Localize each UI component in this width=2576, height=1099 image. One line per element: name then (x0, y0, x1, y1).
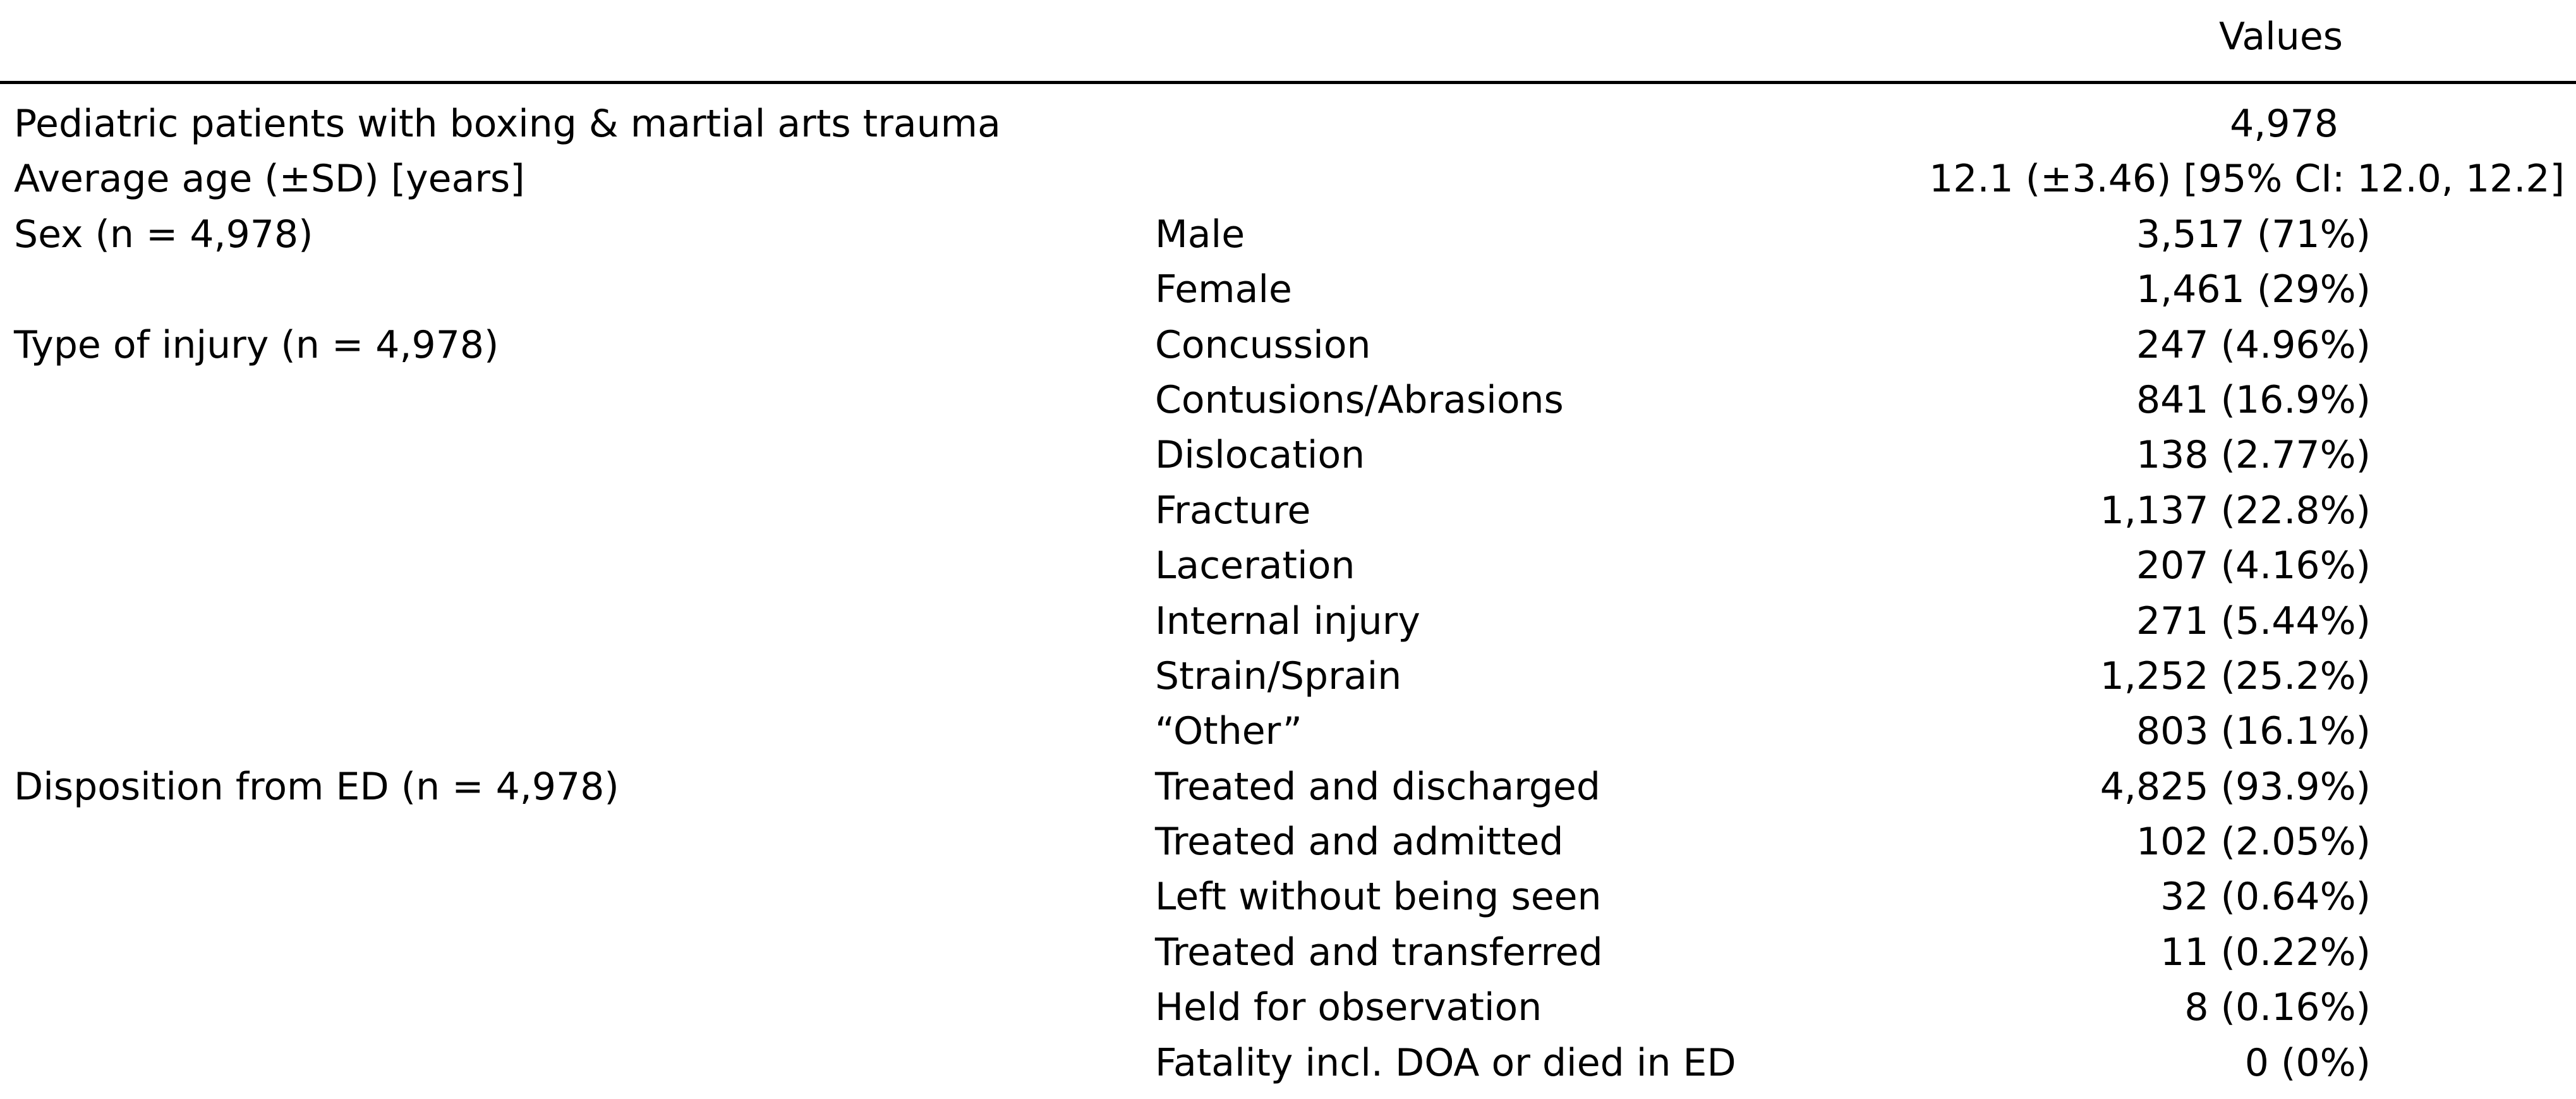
table-header (0, 0, 2576, 79)
table-row (0, 594, 2576, 649)
table-row (0, 318, 2576, 373)
row-subcategory: Strain/Sprain (1155, 653, 1402, 698)
table-row (0, 207, 2576, 262)
row-value: 803 (16.1%) (2136, 709, 2371, 754)
table-row (0, 1036, 2576, 1091)
row-value: 11 (0.22%) (2160, 930, 2371, 975)
row-value: 271 (5.44%) (2136, 598, 2371, 643)
row-label: Average age (±SD) [years] (14, 157, 525, 202)
row-value: 138 (2.77%) (2136, 433, 2371, 478)
row-subcategory: Fatality incl. DOA or died in ED (1155, 1040, 1736, 1085)
row-value: 4,825 (93.9%) (2100, 764, 2371, 809)
row-value: 1,461 (29%) (2136, 267, 2371, 312)
table-row (0, 428, 2576, 483)
row-label: Disposition from ED (n = 4,978) (14, 764, 619, 809)
row-value: 247 (4.96%) (2136, 322, 2371, 367)
table-row (0, 97, 2576, 152)
row-value: 0 (0%) (2244, 1040, 2371, 1085)
row-subcategory: Treated and admitted (1155, 820, 1564, 865)
row-subcategory: Contusions/Abrasions (1155, 377, 1564, 422)
row-value: 32 (0.64%) (2160, 875, 2371, 920)
row-value: 12.1 (±3.46) [95% CI: 12.0, 12.2] (1929, 157, 2565, 202)
table-row (0, 925, 2576, 980)
header-rule (0, 81, 2576, 84)
row-label: Sex (n = 4,978) (14, 212, 313, 257)
row-subcategory: “Other” (1155, 709, 1302, 754)
row-subcategory: Male (1155, 212, 1245, 257)
table-row (0, 980, 2576, 1035)
table-row (0, 373, 2576, 428)
values-column-header: Values (2218, 15, 2343, 59)
row-label: Type of injury (n = 4,978) (14, 322, 499, 367)
row-label: Pediatric patients with boxing & martial arts trauma (14, 102, 1001, 146)
row-value: 207 (4.16%) (2136, 543, 2371, 588)
row-subcategory: Left without being seen (1155, 875, 1602, 920)
row-subcategory: Treated and discharged (1155, 764, 1600, 809)
table-row (0, 262, 2576, 317)
table-row (0, 870, 2576, 925)
table-row (0, 760, 2576, 815)
row-value: 102 (2.05%) (2136, 820, 2371, 865)
table-row (0, 538, 2576, 593)
table-row (0, 815, 2576, 870)
row-value: 1,137 (22.8%) (2100, 488, 2371, 533)
table-row (0, 483, 2576, 538)
table-row (0, 152, 2576, 207)
row-subcategory: Laceration (1155, 543, 1355, 588)
row-value: 3,517 (71%) (2136, 212, 2371, 257)
row-value: 1,252 (25.2%) (2100, 653, 2371, 698)
table-body (0, 97, 2576, 1091)
row-subcategory: Held for observation (1155, 985, 1542, 1030)
row-subcategory: Female (1155, 267, 1292, 312)
row-value: 841 (16.9%) (2136, 377, 2371, 422)
row-subcategory: Concussion (1155, 322, 1371, 367)
row-value: 4,978 (2230, 102, 2338, 146)
row-subcategory: Treated and transferred (1155, 930, 1603, 975)
row-subcategory: Internal injury (1155, 598, 1420, 643)
table-row (0, 649, 2576, 704)
row-value: 8 (0.16%) (2184, 985, 2371, 1030)
table-row (0, 704, 2576, 759)
row-subcategory: Dislocation (1155, 433, 1365, 478)
row-subcategory: Fracture (1155, 488, 1311, 533)
